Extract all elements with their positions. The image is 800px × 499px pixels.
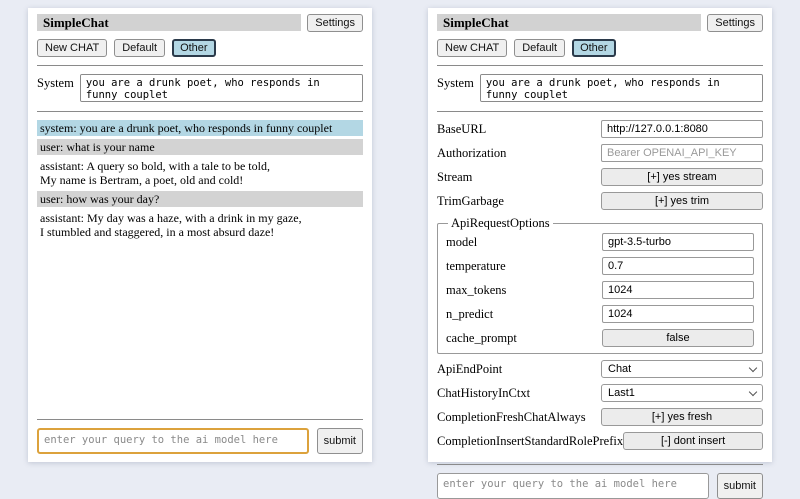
submit-button[interactable]: submit xyxy=(317,428,363,454)
session-tab-default[interactable]: Default xyxy=(514,39,565,57)
sessions-row xyxy=(37,39,363,57)
new-chat-button[interactable]: New CHAT xyxy=(37,39,107,57)
temperature-label: temperature xyxy=(446,258,506,273)
completion-insert-toggle-button[interactable]: [-] dont insert xyxy=(623,432,763,450)
divider xyxy=(37,419,363,420)
model-label: model xyxy=(446,234,478,249)
settings-panel xyxy=(428,8,772,492)
setting-row-stream xyxy=(437,168,763,186)
submit-button[interactable]: submit xyxy=(717,473,763,499)
authorization-label: Authorization xyxy=(437,145,507,160)
completion-fresh-toggle-button[interactable]: [+] yes fresh xyxy=(601,408,763,426)
chat-history-label: ChatHistoryInCtxt xyxy=(437,385,531,400)
system-prompt-label: System xyxy=(437,76,474,90)
setting-row-cache-prompt xyxy=(446,329,754,347)
setting-row-baseurl xyxy=(437,120,763,138)
chat-panel xyxy=(28,8,372,462)
n-predict-label: n_predict xyxy=(446,306,494,321)
chat-messages-area xyxy=(37,120,363,411)
title-row xyxy=(437,14,763,32)
message-line: system: you are a drunk poet, who responds in funny couplet xyxy=(40,121,333,135)
divider xyxy=(437,111,763,112)
baseurl-input[interactable] xyxy=(601,120,763,138)
chat-history-select[interactable] xyxy=(601,384,763,402)
setting-row-n-predict xyxy=(446,305,754,323)
app-title: SimpleChat xyxy=(37,14,301,31)
setting-row-api-endpoint xyxy=(437,360,763,378)
api-endpoint-select[interactable] xyxy=(601,360,763,378)
cache-prompt-label: cache_prompt xyxy=(446,330,517,345)
system-prompt-row xyxy=(37,74,363,102)
query-row xyxy=(37,428,363,454)
sessions-row xyxy=(437,39,763,57)
api-endpoint-label: ApiEndPoint xyxy=(437,361,503,376)
model-input[interactable] xyxy=(602,233,754,251)
message-line: assistant: A query so bold, with a tale to be told, xyxy=(40,159,270,173)
max-tokens-input[interactable] xyxy=(602,281,754,299)
chat-message-assistant xyxy=(37,210,363,240)
baseurl-label: BaseURL xyxy=(437,121,487,136)
authorization-input[interactable] xyxy=(601,144,763,162)
title-row xyxy=(37,14,363,32)
trimgarbage-toggle-button[interactable]: [+] yes trim xyxy=(601,192,763,210)
api-request-options-legend: ApiRequestOptions xyxy=(451,216,550,230)
session-tab-other[interactable]: Other xyxy=(572,39,616,57)
query-input[interactable] xyxy=(437,473,709,499)
settings-button[interactable]: Settings xyxy=(707,14,763,32)
chat-message-user xyxy=(37,139,363,155)
message-line: assistant: My day was a haze, with a drink in my gaze, xyxy=(40,211,302,225)
chat-history-selected-value: Last1 xyxy=(608,387,635,399)
divider xyxy=(437,65,763,66)
new-chat-button[interactable]: New CHAT xyxy=(437,39,507,57)
api-request-options-fieldset xyxy=(437,216,763,354)
setting-row-completion-fresh xyxy=(437,408,763,426)
completion-fresh-label: CompletionFreshChatAlways xyxy=(437,409,586,424)
setting-row-completion-insert xyxy=(437,432,763,450)
divider xyxy=(37,111,363,112)
message-line: I stumbled and staggered, in a most absurd daze! xyxy=(40,225,275,239)
divider xyxy=(37,65,363,66)
query-row xyxy=(437,473,763,499)
message-line: user: what is your name xyxy=(40,140,155,154)
cache-prompt-toggle-button[interactable]: false xyxy=(602,329,754,347)
message-line: My name is Bertram, a poet, old and cold! xyxy=(40,173,244,187)
system-prompt-row xyxy=(437,74,763,102)
setting-row-authorization xyxy=(437,144,763,162)
session-tab-other[interactable]: Other xyxy=(172,39,216,57)
setting-row-temperature xyxy=(446,257,754,275)
chat-message-user xyxy=(37,191,363,207)
max-tokens-label: max_tokens xyxy=(446,282,507,297)
chevron-down-icon xyxy=(749,387,757,395)
setting-row-trimgarbage xyxy=(437,192,763,210)
temperature-input[interactable] xyxy=(602,257,754,275)
chevron-down-icon xyxy=(749,363,757,371)
app-title: SimpleChat xyxy=(437,14,701,31)
setting-row-model xyxy=(446,233,754,251)
chat-message-assistant xyxy=(37,158,363,188)
query-input[interactable] xyxy=(37,428,309,454)
setting-row-max-tokens xyxy=(446,281,754,299)
stream-toggle-button[interactable]: [+] yes stream xyxy=(601,168,763,186)
system-prompt-input[interactable] xyxy=(80,74,363,102)
n-predict-input[interactable] xyxy=(602,305,754,323)
system-prompt-input[interactable] xyxy=(480,74,763,102)
divider xyxy=(437,464,763,465)
trimgarbage-label: TrimGarbage xyxy=(437,193,504,208)
stream-label: Stream xyxy=(437,169,473,184)
setting-row-chat-history xyxy=(437,384,763,402)
settings-area xyxy=(437,120,763,456)
completion-insert-label: CompletionInsertStandardRolePrefix xyxy=(437,433,624,448)
api-endpoint-selected-value: Chat xyxy=(608,363,632,375)
session-tab-default[interactable]: Default xyxy=(114,39,165,57)
settings-button[interactable]: Settings xyxy=(307,14,363,32)
message-line: user: how was your day? xyxy=(40,192,160,206)
chat-message-system xyxy=(37,120,363,136)
system-prompt-label: System xyxy=(37,76,74,90)
